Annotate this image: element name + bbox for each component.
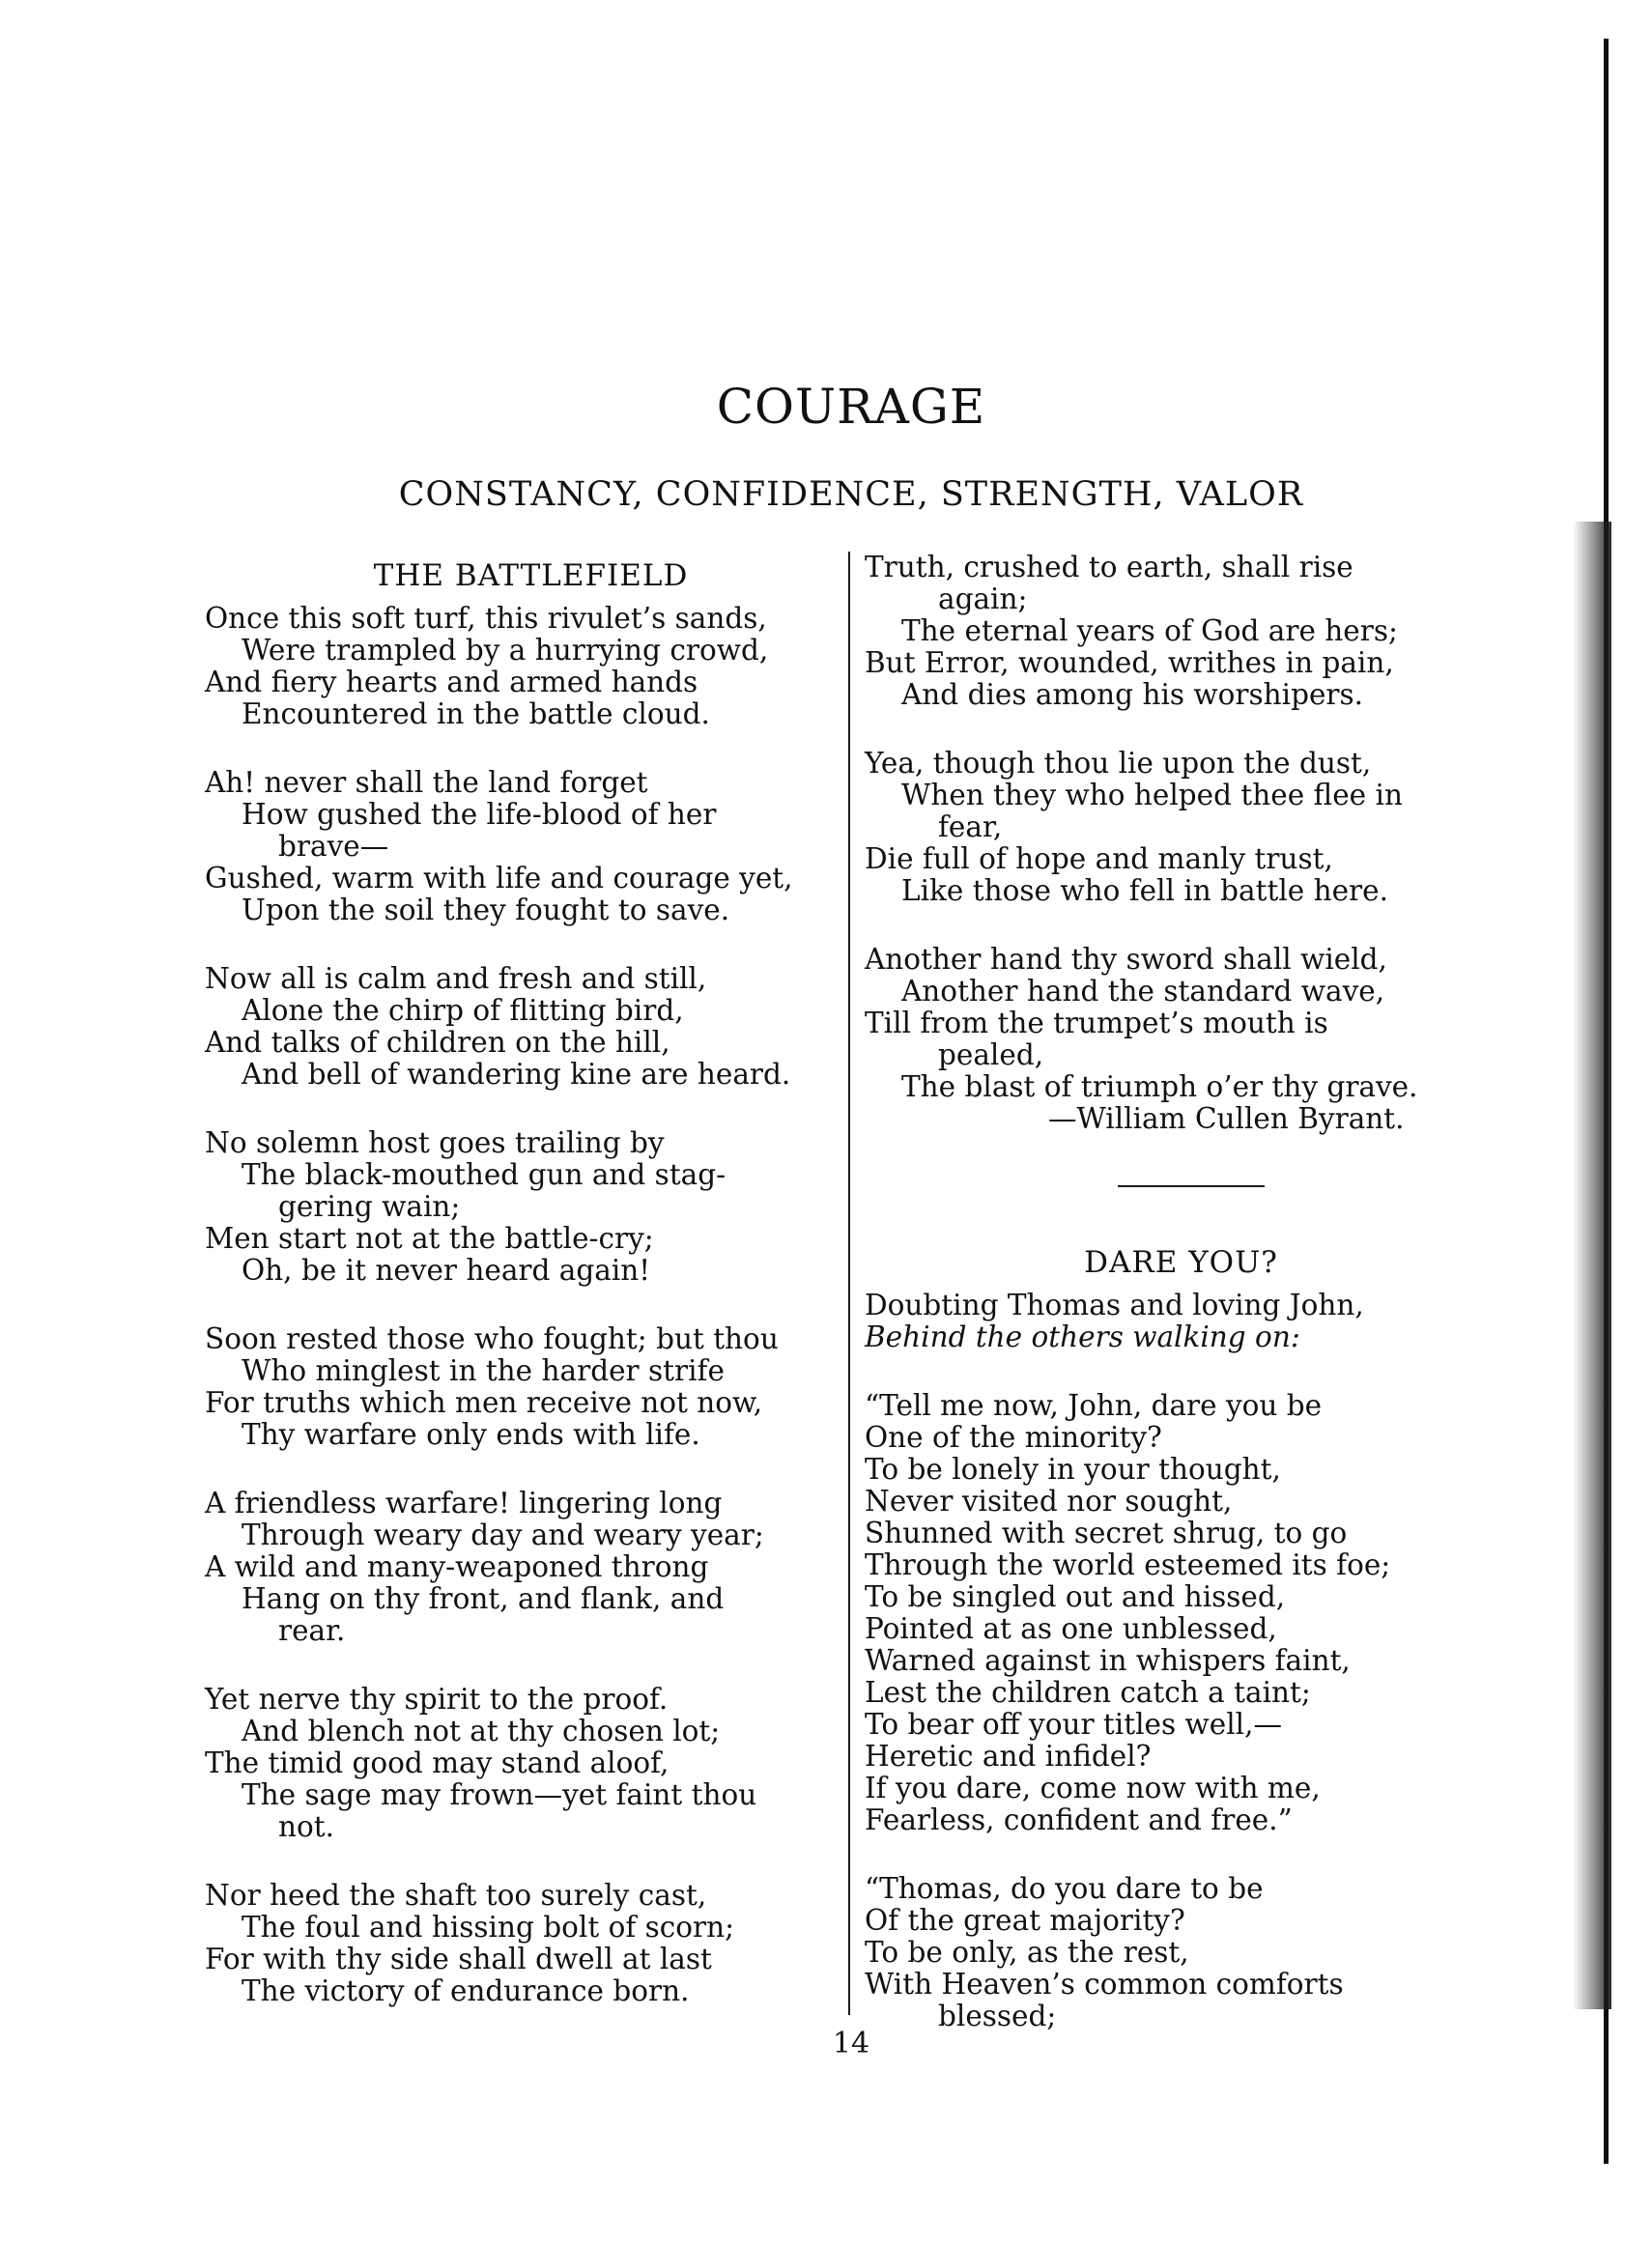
poem-line: “Tell me now, John, dare you be — [865, 1389, 1323, 1422]
poem-line: blessed; — [938, 2000, 1057, 2032]
poem-line: Soon rested those who fought; but thou — [205, 1322, 779, 1355]
poem-line: Another hand thy sword shall wield, — [865, 943, 1387, 976]
poem-line: To bear off your titles well,— — [865, 1708, 1282, 1741]
poem-line: “Thomas, do you dare to be — [865, 1872, 1264, 1905]
stanza — [865, 1290, 1497, 1353]
poem-title-dare-you: DARE YOU? — [1084, 1245, 1278, 1280]
poem-line: Nor heed the shaft too surely cast, — [205, 1879, 707, 1912]
poem-line: And bell of wandering kine are heard. — [242, 1058, 791, 1091]
attribution: —William Cullen Byrant. — [1048, 1102, 1405, 1135]
poem-line: Till from the trumpet’s mouth is — [865, 1007, 1328, 1039]
poem-line: Men start not at the battle-cry; — [205, 1222, 654, 1255]
stanza — [865, 1390, 1497, 1836]
page-subtitle: CONSTANCY, CONFIDENCE, STRENGTH, VALOR — [398, 475, 1304, 514]
poem-line: With Heaven’s common comforts — [865, 1968, 1344, 2001]
poem-line: Pointed at as one unblessed, — [865, 1612, 1277, 1645]
poem-line: For truths which men receive not now, — [205, 1386, 763, 1419]
poem-line: And fiery hearts and armed hands — [205, 666, 698, 698]
poem-line: rear. — [278, 1614, 346, 1647]
poem-line: Die full of hope and manly trust, — [865, 842, 1333, 875]
poem-line: Behind the others walking on: — [865, 1320, 1300, 1353]
poem-title-battlefield: THE BATTLEFIELD — [373, 558, 689, 593]
poem-line: If you dare, come now with me, — [865, 1772, 1321, 1804]
poem-line: Once this soft turf, this rivulet’s sands, — [205, 602, 767, 635]
poem-line: gering wain; — [278, 1190, 461, 1223]
poem-line: Who minglest in the harder strife — [242, 1354, 725, 1387]
poem-line: Ah! never shall the land forget — [205, 766, 648, 799]
poem-line: Upon the soil they fought to save. — [242, 894, 730, 926]
poem-line: The blast of triumph o’er thy grave. — [901, 1070, 1418, 1103]
poem-line: again; — [938, 582, 1028, 615]
stanza — [865, 944, 1497, 1103]
poem-line: Truth, crushed to earth, shall rise — [865, 551, 1353, 583]
poem-line: No solemn host goes trailing by — [205, 1126, 665, 1159]
poem-line: One of the minority? — [865, 1421, 1162, 1454]
poem-line: The eternal years of God are hers; — [901, 614, 1398, 647]
poem-line: Yea, though thou lie upon the dust, — [865, 747, 1372, 780]
page-title: COURAGE — [716, 379, 986, 435]
stanza — [205, 1880, 838, 2007]
stanza — [205, 963, 838, 1091]
poem-line: brave— — [278, 830, 389, 863]
poem-line: Heretic and infidel? — [865, 1740, 1152, 1773]
poem-line: When they who helped thee flee in — [901, 779, 1403, 811]
poem-line: The black-mouthed gun and stag- — [242, 1158, 726, 1191]
stanza — [865, 1873, 1497, 2032]
poem-line: Another hand the standard wave, — [901, 975, 1385, 1008]
poem-line: Thy warfare only ends with life. — [242, 1418, 700, 1451]
poem-line: Doubting Thomas and loving John, — [865, 1289, 1364, 1321]
stanza — [205, 767, 838, 926]
page-edge-shadow — [1573, 522, 1611, 2009]
poem-line: not. — [278, 1810, 334, 1843]
stanza — [865, 748, 1497, 907]
poem-line: The victory of endurance born. — [242, 1974, 690, 2007]
poem-line: pealed, — [938, 1038, 1044, 1071]
poem-line: For with thy side shall dwell at last — [205, 1943, 712, 1975]
poem-line: Shunned with secret shrug, to go — [865, 1517, 1348, 1549]
poem-line: Were trampled by a hurrying crowd, — [242, 634, 769, 667]
stanza — [205, 1127, 838, 1287]
stanza — [205, 1684, 838, 1843]
poem-line: But Error, wounded, writhes in pain, — [865, 646, 1394, 679]
poem-line: To be lonely in your thought, — [865, 1453, 1281, 1486]
stanza — [205, 1323, 838, 1451]
poem-line: Gushed, warm with life and courage yet, — [205, 862, 793, 894]
poem-line: Never visited nor sought, — [865, 1485, 1233, 1518]
stanza — [205, 1488, 838, 1647]
poem-line: Lest the children catch a taint; — [865, 1676, 1311, 1709]
poem-line: To be singled out and hissed, — [865, 1580, 1286, 1613]
poem-line: Fearless, confident and free.” — [865, 1803, 1293, 1836]
poem-line: Now all is calm and fresh and still, — [205, 962, 707, 995]
right-column — [865, 552, 1497, 2069]
poem-line: A friendless warfare! lingering long — [205, 1487, 723, 1519]
poem-line: Encountered in the battle cloud. — [242, 697, 710, 730]
poem-line: A wild and many-weaponed throng — [205, 1550, 709, 1583]
poem-line: And dies among his worshipers. — [901, 678, 1364, 711]
left-column — [205, 554, 838, 2044]
poem-line: How gushed the life-blood of her — [242, 798, 717, 831]
poem-line: To be only, as the rest, — [865, 1936, 1189, 1969]
poem-line: Alone the chirp of flitting bird, — [242, 994, 684, 1027]
poem-line: The timid good may stand aloof, — [205, 1746, 669, 1779]
stanza — [865, 552, 1497, 711]
poem-line: Through weary day and weary year; — [242, 1519, 764, 1551]
poem-line: Of the great majority? — [865, 1904, 1185, 1937]
poem-line: Hang on thy front, and flank, and — [242, 1582, 725, 1615]
poem-line: The foul and hissing bolt of scorn; — [242, 1911, 735, 1944]
poem-line: Warned against in whispers faint, — [865, 1644, 1351, 1677]
poem-line: Yet nerve thy spirit to the proof. — [205, 1683, 669, 1716]
page-number: 14 — [832, 2027, 870, 2060]
poem-line: fear, — [938, 810, 1003, 843]
poem-line: Like those who fell in battle here. — [901, 874, 1388, 907]
stanza — [205, 603, 838, 730]
poem-line: And talks of children on the hill, — [205, 1026, 670, 1059]
poem-line: The sage may frown—yet faint thou — [242, 1778, 757, 1811]
poem-line: Through the world esteemed its foe; — [865, 1548, 1391, 1581]
poem-line: Oh, be it never heard again! — [242, 1254, 651, 1287]
poem-line: And blench not at thy chosen lot; — [242, 1715, 721, 1747]
column-divider — [848, 552, 850, 2015]
